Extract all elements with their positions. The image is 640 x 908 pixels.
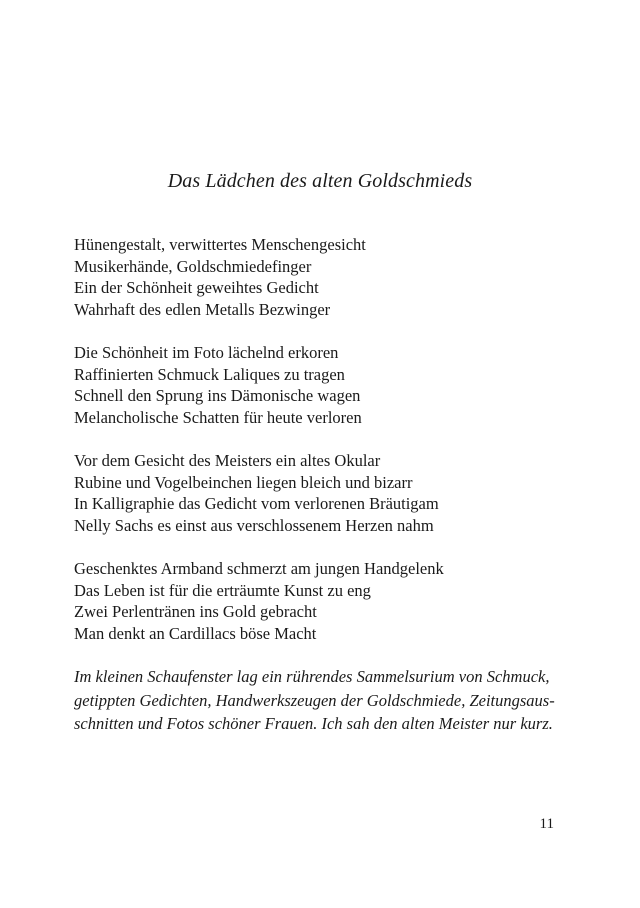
note-line: schnitten und Fotos schöner Frauen. Ich sah den alten Meister nur kurz. — [74, 714, 553, 733]
poem-line: Raffinierten Schmuck Laliques zu tragen — [74, 364, 345, 384]
poem-line: Rubine und Vogelbeinchen liegen bleich und bizarr — [74, 472, 413, 492]
stanza-3 — [74, 450, 574, 536]
poem-line: In Kalligraphie das Gedicht vom verlorenen Bräutigam — [74, 494, 439, 513]
poem-line: Geschenktes Armband schmerzt am jungen Handgelenk — [74, 559, 444, 578]
note-line: getippten Gedichten, Handwerkszeugen der Goldschmiede, Zeitungsaus- — [74, 690, 555, 710]
poem-line: Melancholische Schatten für heute verloren — [74, 407, 362, 427]
poem-body — [74, 234, 574, 666]
stanza-2 — [74, 342, 574, 428]
poem-line: Nelly Sachs es einst aus verschlossenem Herzen nahm — [74, 515, 434, 535]
note-line: Im kleinen Schaufenster lag ein rührendes Sammelsurium von Schmuck, — [74, 667, 550, 686]
poem-line: Das Leben ist für die erträumte Kunst zu eng — [74, 580, 371, 600]
poem-line: Man denkt an Cardillacs böse Macht — [74, 623, 317, 643]
poem-line: Wahrhaft des edlen Metalls Bezwinger — [74, 299, 331, 319]
poem-line: Musikerhände, Goldschmiedefinger — [74, 256, 312, 276]
stanza-1 — [74, 234, 574, 320]
poem-line: Vor dem Gesicht des Meisters ein altes Okular — [74, 451, 381, 470]
prose-note — [74, 665, 574, 736]
poem-title: Das Lädchen des alten Goldschmieds — [167, 170, 473, 192]
poem-line: Die Schönheit im Foto lächelnd erkoren — [74, 343, 339, 362]
poem-line: Ein der Schönheit geweihtes Gedicht — [74, 278, 319, 297]
poem-line: Zwei Perlentränen ins Gold gebracht — [74, 602, 317, 621]
poem-line: Hünengestalt, verwittertes Menschengesicht — [74, 235, 366, 254]
page-number: 11 — [539, 816, 554, 832]
stanza-4 — [74, 558, 574, 644]
poem-line: Schnell den Sprung ins Dämonische wagen — [74, 386, 361, 405]
